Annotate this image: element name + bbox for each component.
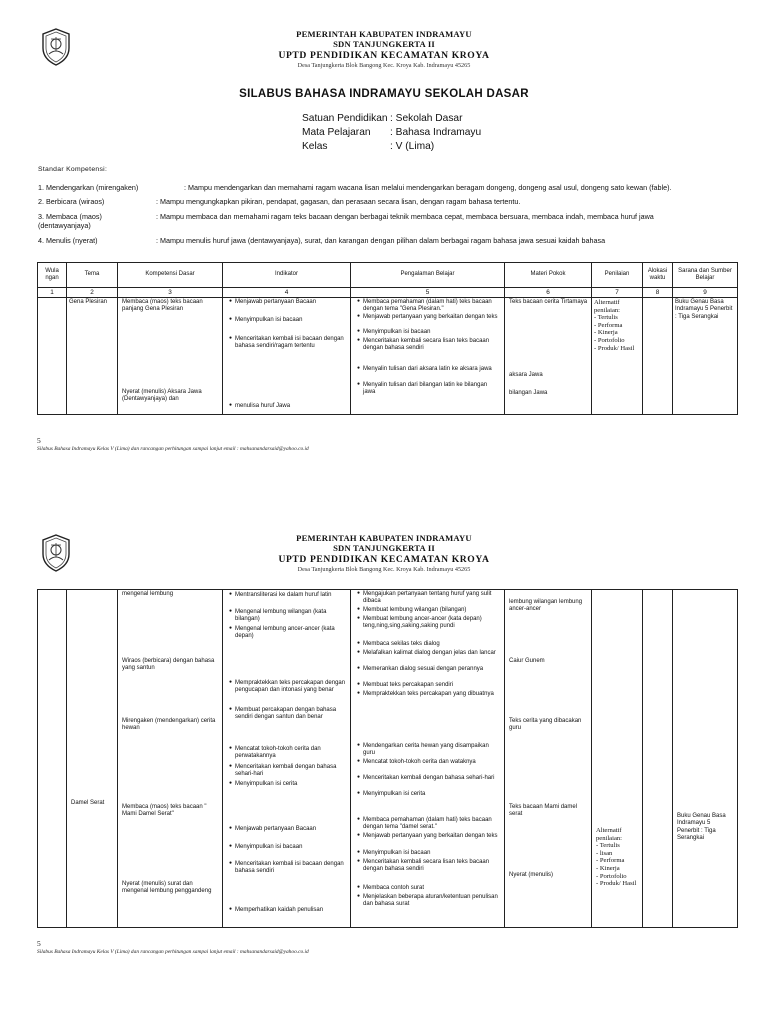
page-footer <box>37 939 309 956</box>
kompetensi-text: Membaca (maos) teks bacaan " Mami Damel Serat" <box>122 804 207 818</box>
column-header: Materi Pokok <box>505 263 592 288</box>
cell-materi <box>505 590 592 928</box>
sarana-text: Buku Genau Basa Indramayu 5 Penerbit : Tiga Serangkai <box>675 299 733 320</box>
pengalaman-item: ● Mencatat tokoh-tokoh cerita dan wataknya <box>355 759 501 766</box>
column-header: Tema <box>67 263 118 288</box>
letterhead-line-2: SDN TANJUNGKERTA II <box>333 38 435 49</box>
indikator-item: ● Mentransliterasi ke dalam huruf latin <box>227 592 347 599</box>
letterhead-address: Desa Tanjungkerta Blok Bangong Kec. Kroya Kab. Indramayu 45265 <box>297 61 471 69</box>
tema-text: Damel Serat <box>71 800 105 806</box>
letterhead-line-3: UPTD PENDIDIKAN KECAMATAN KROYA <box>278 553 490 565</box>
table-header-row <box>38 263 738 288</box>
meta-value: : Sekolah Dasar <box>390 113 463 124</box>
cell-penilaian <box>592 298 643 415</box>
pengalaman-item: ● Mempraktekkan teks percakapan yang dibuatnya <box>355 691 501 698</box>
pengalaman-item: ● Membuat teks percakapan sendiri <box>355 682 501 689</box>
cell-sarana <box>673 590 738 928</box>
penilaian-heading: Alternatif penilaian: <box>594 299 620 314</box>
column-number: 6 <box>505 288 592 298</box>
standar-kompetensi-label: Standar Kompetensi: <box>38 166 108 173</box>
indikator-item: ● Menjawab pertanyaan Bacaan <box>227 299 347 306</box>
materi-text: bilangan Jawa <box>509 390 548 396</box>
kompetensi-text: mengenal lembung <box>122 591 174 597</box>
standar-desc: : Mampu mendengarkan dan memahami ragam wacana lisan melalui mendengarkan beragam dongeng, dongeng asal usul, dongeng sato kewan (fable). <box>184 183 672 192</box>
indikator-item: ● Memperhatikan kaidah penulisan <box>227 907 347 914</box>
indikator-item: ● menulisa huruf Jawa <box>227 403 347 410</box>
pengalaman-item: ● Menceritakan kembali dengan bahasa sehari-hari <box>355 775 501 782</box>
kompetensi-text: Mirengaken (mendengarkan) cerita hewan <box>122 718 216 732</box>
cell-alokasi <box>643 590 673 928</box>
page-footer <box>37 436 309 453</box>
letterhead-line-2: SDN TANJUNGKERTA II <box>333 542 435 553</box>
document-title: SILABUS BAHASA INDRAMAYU SEKOLAH DASAR <box>239 88 529 100</box>
cell-alokasi <box>643 298 673 415</box>
materi-text: aksara Jawa <box>509 372 543 378</box>
penilaian-item: - Tertulis <box>596 842 620 850</box>
pengalaman-item: ● Melafalkan kalimat dialog dengan jelas dan lancar <box>355 650 501 657</box>
meta-key: Satuan Pendidikan <box>302 113 388 124</box>
cell-indikator <box>223 590 351 928</box>
penilaian-item: - Produk/ Hasil <box>594 344 635 352</box>
penilaian-list <box>596 827 639 888</box>
cell-kompetensi <box>118 298 223 415</box>
pengalaman-item: ● Menyimpulkan isi bacaan <box>355 850 501 857</box>
cell-pengalaman <box>351 298 505 415</box>
indikator-item: ● Menyimpulkan isi bacaan <box>227 317 347 324</box>
pengalaman-item: ● Menjawab pertanyaan yang berkaitan dengan teks <box>355 314 501 321</box>
cell-penilaian <box>592 590 643 928</box>
pengalaman-item: ● Menjelaskan beberapa aturan/ketentuan penulisan dan bahasa surat <box>355 894 501 909</box>
sarana-text: Buku Genau Basa Indramayu 5 Penerbit : Tiga Serangkai <box>677 813 726 841</box>
penilaian-item: - Kinerja <box>594 329 618 337</box>
cell-indikator <box>223 298 351 415</box>
pengalaman-item: ● Menyimpulkan isi bacaan <box>355 329 501 336</box>
page-number: 5 <box>37 436 41 445</box>
indikator-item: ● Menyimpulkan isi cerita <box>227 781 347 788</box>
column-number: 5 <box>351 288 505 298</box>
pengalaman-item: ● Mendengarkan cerita hewan yang disampaikan guru <box>355 743 501 758</box>
penilaian-item: - Tertulis <box>594 314 618 322</box>
column-number: 9 <box>673 288 738 298</box>
pengalaman-item: ● Membaca pemahaman (dalam hati) teks bacaan dengan tema "Gena Plesiran." <box>355 299 501 314</box>
meta-key: Mata Pelajaran <box>302 127 371 138</box>
cell-pengalaman <box>351 590 505 928</box>
letterhead <box>0 534 768 574</box>
document-meta <box>302 112 481 154</box>
column-number-row <box>38 288 738 298</box>
penilaian-item: - Portofolio <box>594 336 625 344</box>
pengalaman-item: ● Menceritakan kembali secara lisan teks bacaan dengan bahasa sendiri <box>355 859 501 874</box>
letterhead-line-3: UPTD PENDIDIKAN KECAMATAN KROYA <box>278 49 490 61</box>
cell-tema <box>67 298 118 415</box>
column-header: Kompetensi Dasar <box>118 263 223 288</box>
column-number: 1 <box>38 288 67 298</box>
pengalaman-item: ● Mengajukan pertanyaan tentang huruf yang sulit dibaca <box>355 591 501 606</box>
pengalaman-item: ● Menceritakan kembali secara lisan teks bacaan dengan bahasa sendiri <box>355 338 501 353</box>
cell-wulangan <box>38 298 67 415</box>
column-header: Sarana dan Sumber Belajar <box>673 263 738 288</box>
letterhead-address: Desa Tanjungkerta Blok Bangong Kec. Kroya Kab. Indramayu 45265 <box>297 565 471 573</box>
silabus-table-page-1 <box>37 262 738 415</box>
letterhead-line-1: PEMERINTAH KABUPATEN INDRAMAYU <box>296 533 472 543</box>
column-number: 3 <box>118 288 223 298</box>
pengalaman-item: ● Membuat lembung ancer-ancer (kata depan) teng,ning,sing,saking,saking pundi <box>355 616 501 631</box>
penilaian-item: - Produk/ Hasil <box>596 880 637 888</box>
indikator-item: ● Menjawab pertanyaan Bacaan <box>227 826 347 833</box>
pengalaman-item: ● Menjawab pertanyaan yang berkaitan dengan teks <box>355 833 501 840</box>
materi-text: Nyerat (menulis) <box>509 872 554 878</box>
pengalaman-item: ● Menyimpulkan isi cerita <box>355 791 501 798</box>
pengalaman-item: ● Membaca contoh surat <box>355 885 501 892</box>
standar-desc: : Mampu mengungkapkan pikiran, pendapat, gagasan, dan perasaan secara lisan, dengan ragam bahasa tertentu. <box>156 197 521 206</box>
table-row <box>38 298 738 415</box>
materi-text: lembung wilangan lembung ancer-ancer <box>509 599 583 613</box>
cell-materi <box>505 298 592 415</box>
page-number: 5 <box>37 939 41 948</box>
standar-name: 3. Membaca (maos) <box>38 212 102 221</box>
tema-text: Gena Plesiran <box>69 299 108 305</box>
kompetensi-text: Wiraos (berbicara) dengan bahasa yang santun <box>122 658 215 672</box>
cell-sarana <box>673 298 738 415</box>
indikator-item: ● Mencatat tokoh-tokoh cerita dan perwatakannya <box>227 746 347 761</box>
standar-extra: (dentawyanjaya) <box>38 221 91 230</box>
pengalaman-item: ● Membaca sekilas teks dialog <box>355 641 501 648</box>
footer-text: Silabus Bahasa Indramayu Kelas V (Lima) dan rancangan perhitungan sampai lanjut email : mahsanandarsaid@yahoo.co.id <box>37 949 309 955</box>
standar-desc: : Mampu menulis huruf jawa (dentawyanjaya), surat, dan karangan dengan pilihan dalam berbagai ragam bahasa jawa sesuai kaidah bahasa <box>156 236 606 245</box>
standar-name: 4. Menulis (nyerat) <box>38 236 98 245</box>
kompetensi-text: Nyerat (menulis) surat dan mengenal lembung penggandeng <box>122 881 212 895</box>
meta-value: : V (Lima) <box>390 141 435 152</box>
indikator-item: ● Menceritakan kembali dengan bahasa sehari-hari <box>227 764 347 779</box>
pengalaman-item: ● Membaca pemahaman (dalam hati) teks bacaan dengan tema "damel serat." <box>355 817 501 832</box>
letterhead <box>0 30 768 70</box>
column-number: 4 <box>223 288 351 298</box>
column-header: Alokasi waktu <box>643 263 673 288</box>
indikator-item: ● Menceritakan kembali isi bacaan dengan bahasa sendiri/ragam tertentu <box>227 336 347 351</box>
materi-text: Caiur Gunem <box>509 658 545 664</box>
column-header: Penilaian <box>592 263 643 288</box>
indikator-item: ● Menyimpulkan isi bacaan <box>227 844 347 851</box>
indikator-item: ● Mengenal lembung wilangan (kata bilangan) <box>227 609 347 624</box>
kompetensi-text: Nyerat (menulis) Aksara Jawa (Dentawyanjaya) dan <box>122 389 202 403</box>
penilaian-item: - lisan <box>596 849 613 857</box>
penilaian-item: - Performa <box>594 321 623 329</box>
penilaian-item: - Performa <box>596 857 625 865</box>
indikator-item: ● Mempraktekkan teks percakapan dengan pengucapan dan intonasi yang benar <box>227 680 347 695</box>
pengalaman-item: ● Membuat lembung wilangan (bilangan) <box>355 607 501 614</box>
column-header: Wula ngan <box>38 263 67 288</box>
column-header: Indikator <box>223 263 351 288</box>
cell-kompetensi <box>118 590 223 928</box>
cell-wulangan <box>38 590 67 928</box>
column-header: Pengalaman Belajar <box>351 263 505 288</box>
penilaian-item: - Kinerja <box>596 864 620 872</box>
materi-text: Teks bacaan cerita Tirtamaya <box>509 299 588 305</box>
table-row <box>38 590 738 928</box>
meta-value: : Bahasa Indramayu <box>390 127 482 138</box>
standar-desc: : Mampu membaca dan memahami ragam teks bacaan dengan berbagai teknik membaca cepat, membaca bersuara, membaca indah, membaca huruf jawa <box>156 212 654 221</box>
pengalaman-item: ● Menyalin tulisan dari bilangan latin ke bilangan jawa <box>355 382 501 397</box>
meta-key: Kelas <box>302 141 328 152</box>
standar-name: 2. Berbicara (wiraos) <box>38 197 105 206</box>
materi-text: Teks cerita yang dibacakan guru <box>509 718 582 732</box>
standar-name: 1. Mendengarkan (mirengaken) <box>38 183 139 192</box>
column-number: 7 <box>592 288 643 298</box>
letterhead-line-1: PEMERINTAH KABUPATEN INDRAMAYU <box>296 29 472 39</box>
footer-text: Silabus Bahasa Indramayu Kelas V (Lima) dan rancangan perhitungan sampai lanjut email : mahsanandarsaid@yahoo.co.id <box>37 446 309 452</box>
indikator-item: ● Membuat percakapan dengan bahasa sendiri dengan santun dan benar <box>227 707 347 722</box>
cell-tema <box>67 590 118 928</box>
silabus-table-page-2 <box>37 589 738 928</box>
kompetensi-text: Membaca (maos) teks bacaan panjang Gena Plesiran <box>122 299 203 313</box>
column-number: 2 <box>67 288 118 298</box>
pengalaman-item: ● Menyalin tulisan dari aksara latin ke aksara jawa <box>355 366 501 373</box>
column-number: 8 <box>643 288 673 298</box>
materi-text: Teks bacaan Mami damel serat <box>509 804 578 818</box>
pengalaman-item: ● Memerankan dialog sesuai dengan perannya <box>355 666 501 673</box>
penilaian-heading: Alternatif penilaian: <box>596 827 622 842</box>
penilaian-item: - Portofolio <box>596 872 627 880</box>
indikator-item: ● Mengenal lembung ancer-ancer (kata depan) <box>227 626 347 641</box>
indikator-item: ● Menceritakan kembali isi bacaan dengan bahasa sendiri <box>227 861 347 876</box>
